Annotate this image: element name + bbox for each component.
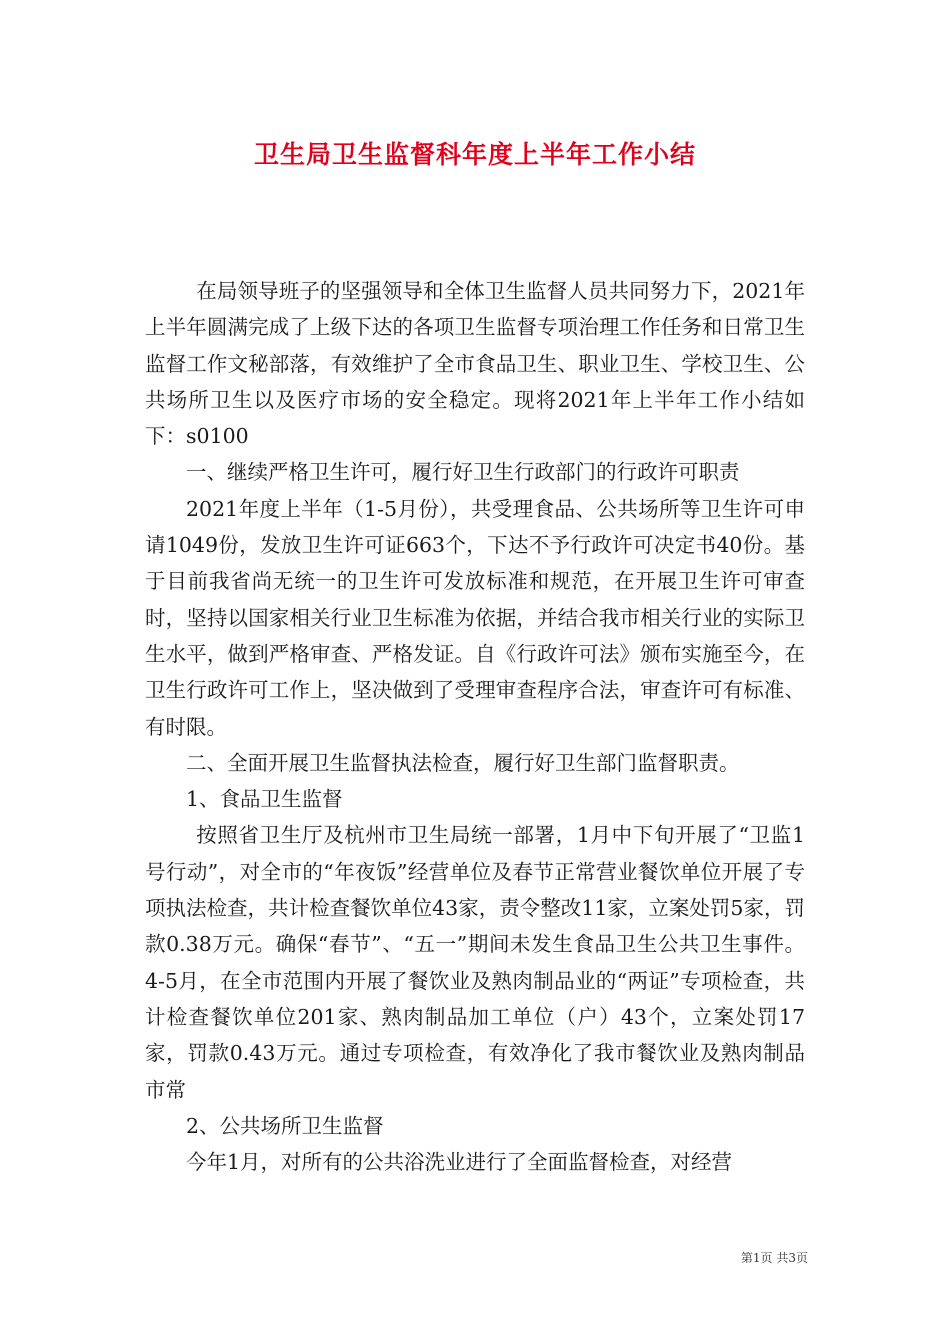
subsection-heading-public-places: 2、公共场所卫生监督 <box>186 1113 384 1138</box>
paragraph-food-hygiene: 按照省卫生厅及杭州市卫生局统一部署，1月中下旬开展了“卫监1号行动”，对全市的“年夜饭”经营单位及春节正常营业餐饮单位开展了专项执法检查，共计检查餐饮单位43家，责令整改11家，立案处罚5家，罚款0.38万元。确保“春节”、“五一”期间未发生食品卫生公共卫生事件。4-5月，在全市范围内开展了餐饮业及熟肉制品业的“两证”专项检查，共计检查餐饮单位201家、熟肉制品加工单位（户）43个，立案处罚17家，罚款0.43万元。通过专项检查，有效净化了我市餐饮业及熟肉制品市常 <box>145 823 805 1102</box>
paragraph-public-places: 今年1月，对所有的公共浴洗业进行了全面监督检查，对经营 <box>186 1150 733 1175</box>
section-heading-2: 二、全面开展卫生监督执法检查，履行好卫生部门监督职责。 <box>186 750 740 775</box>
section-heading-1: 一、继续严格卫生许可，履行好卫生行政部门的行政许可职责 <box>186 460 740 485</box>
document-body <box>145 273 805 1180</box>
paragraph-licensing: 2021年度上半年（1-5月份），共受理食品、公共场所等卫生许可申请1049份，发放卫生许可证663个，下达不予行政许可决定书40份。基于目前我省尚无统一的卫生许可发放标准和规范，在开展卫生许可审查时，坚持以国家相关行业卫生标准为依据，并结合我市相关行业的实际卫生水平，做到严格审查、严格发证。自《行政许可法》颁布实施至今，在卫生行政许可工作上，坚决做到了受理审查程序合法，审查许可有标准、有时限。 <box>145 496 805 739</box>
paragraph-intro: 在局领导班子的坚强领导和全体卫生监督人员共同努力下，2021年上半年圆满完成了上级下达的各项卫生监督专项治理工作任务和日常卫生监督工作文秘部落，有效维护了全市食品卫生、职业卫生、学校卫生、公共场所卫生以及医疗市场的安全稳定。现将2021年上半年工作小结如下：s0100 <box>145 279 805 449</box>
page-number: 第1页 共3页 <box>740 1251 808 1265</box>
document-title: 卫生局卫生监督科年度上半年工作小结 <box>253 140 696 169</box>
subsection-heading-food: 1、食品卫生监督 <box>186 787 343 812</box>
